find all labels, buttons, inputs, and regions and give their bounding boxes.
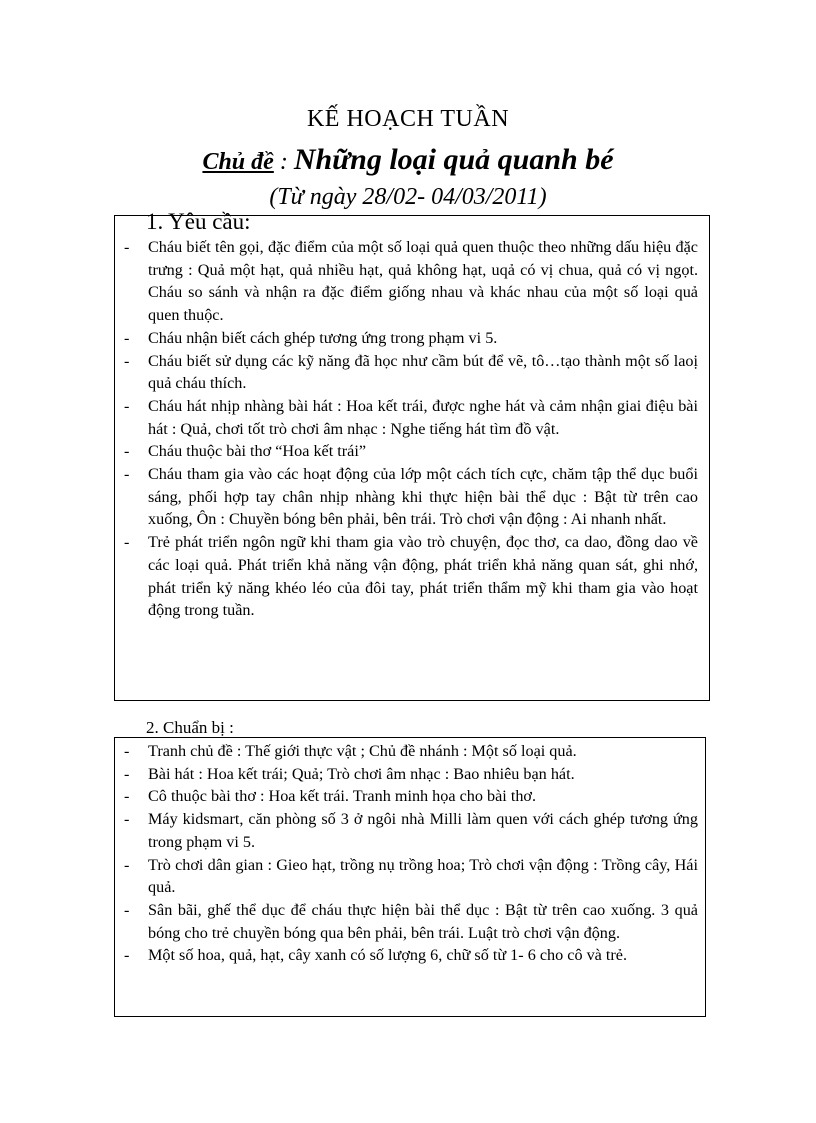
bullet-dash: -: [124, 810, 130, 829]
bullet-dash: -: [124, 900, 130, 919]
theme-label: Chủ đề: [202, 149, 274, 175]
list-item-text: Sân bãi, ghế thể dục để cháu thực hiện bài thể dục : Bật từ trên cao xuống. 3 quả bóng cho trẻ chuyền bóng qua bên phải, bên trái. Luật trò chơi vận động.: [148, 900, 698, 942]
page-title: KẾ HOẠCH TUẦN: [306, 106, 510, 132]
list-item: [124, 808, 698, 853]
bullet-dash: -: [124, 351, 130, 370]
list-item: [124, 327, 698, 350]
list-item-text: Cô thuộc bài thơ : Hoa kết trái. Tranh minh họa cho bài thơ.: [148, 787, 537, 806]
list-item-text: Bài hát : Hoa kết trái; Quả; Trò chơi âm nhạc : Bao nhiêu bạn hát.: [148, 764, 575, 783]
list-item: [124, 440, 698, 463]
theme-heading: [0, 140, 816, 182]
theme-value: Những loại quả quanh bé: [293, 143, 614, 176]
bullet-dash: -: [124, 328, 130, 347]
requirements-title: 1. Yêu cầu:: [146, 209, 251, 234]
list-item: [124, 350, 698, 395]
bullet-dash: -: [124, 787, 130, 806]
list-item-text: Cháu biết tên gọi, đặc điểm của một số loại quả quen thuộc theo những dấu hiệu đặc trưng : Quả một hạt, quả nhiều hạt, quả không hạt, uqả có vị chua, quả có vị ngọt. Cháu so sánh và nhận ra đặc điểm giống nhau và khác nhau của một số loại quả quen thuộc.: [148, 238, 698, 325]
list-item: [124, 854, 698, 899]
list-item-text: Cháu biết sử dụng các kỹ năng đã học như cầm bút để vẽ, tô…tạo thành một số laoị quả cháu thích.: [148, 351, 698, 393]
bullet-dash: -: [124, 764, 130, 783]
bullet-dash: -: [124, 855, 130, 874]
list-item-text: Cháu tham gia vào các hoạt động của lớp một cách tích cực, chăm tập thể dục buổi sáng, phối hợp tay chân nhịp nhàng khi thực hiện bài thể dục : Bật từ trên cao xuống, Ôn : Chuyền bóng bên phải, bên trái. Trò chơi vận động : Ai nhanh nhất.: [148, 465, 698, 529]
list-item: [124, 463, 698, 531]
list-item: [124, 395, 698, 440]
list-item-text: Cháu hát nhịp nhàng bài hát : Hoa kết trái, được nghe hát và cảm nhận giai điệu bài hát : Quả, chơi tốt trò chơi âm nhạc : Nghe tiếng hát tìm đồ vật.: [148, 396, 698, 438]
bullet-dash: -: [124, 742, 130, 760]
preparation-title: 2. Chuẩn bị :: [146, 718, 234, 737]
list-item-text: Tranh chủ đề : Thế giới thực vật ; Chủ đề nhánh : Một số loại quả.: [148, 742, 577, 760]
preparation-list: [124, 740, 698, 967]
theme-colon: :: [273, 149, 294, 175]
list-item: [124, 944, 698, 967]
bullet-dash: -: [124, 238, 130, 256]
list-item: [124, 531, 698, 622]
list-item-text: Một số hoa, quả, hạt, cây xanh có số lượng 6, chữ số từ 1- 6 cho cô và trẻ.: [148, 946, 628, 965]
bullet-dash: -: [124, 946, 130, 965]
list-item-text: Cháu nhận biết cách ghép tương ứng trong phạm vi 5.: [148, 328, 498, 347]
list-item: [124, 763, 698, 786]
list-item: [124, 899, 698, 944]
list-item: [124, 740, 698, 763]
list-item-text: Máy kidsmart, căn phòng số 3 ở ngôi nhà Milli làm quen với cách ghép tương ứng trong phạm vi 5.: [148, 810, 698, 851]
list-item-text: Trò chơi dân gian : Gieo hạt, trồng nụ trồng hoa; Trò chơi vận động : Trồng cây, Hái quả.: [148, 855, 698, 897]
bullet-dash: -: [124, 396, 130, 415]
requirements-list: [124, 236, 698, 622]
list-item: [124, 236, 698, 327]
bullet-dash: -: [124, 533, 130, 552]
bullet-dash: -: [124, 465, 130, 484]
list-item-text: Trẻ phát triển ngôn ngữ khi tham gia vào trò chuyện, đọc thơ, ca dao, đồng dao về các loại quả. Phát triển khả năng vận động, phát triển khả năng quan sát, ghi nhớ, phát triển kỷ năng khéo léo của đôi tay, phát triển thẩm mỹ khi tham gia vào hoạt động trong tuần.: [148, 533, 698, 620]
list-item-text: Cháu thuộc bài thơ “Hoa kết trái”: [148, 442, 367, 461]
list-item: [124, 785, 698, 808]
bullet-dash: -: [124, 442, 130, 461]
date-range: (Từ ngày 28/02- 04/03/2011): [269, 184, 547, 210]
